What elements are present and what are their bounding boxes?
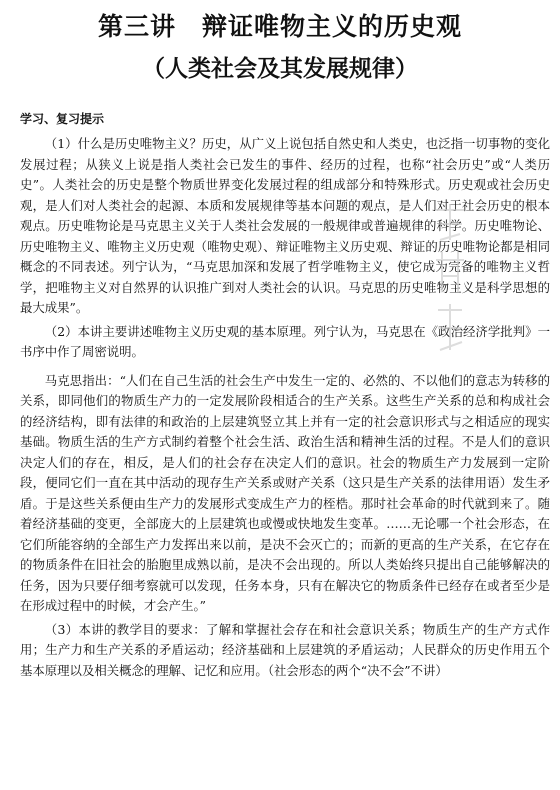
body-text bbox=[20, 134, 550, 684]
page-title bbox=[0, 10, 560, 44]
paragraph-2: （2）本讲主要讲述唯物主义历史观的基本原理。列宁认为，马克思在《政治经济学批判》一书序中作了周密说明。 bbox=[20, 323, 550, 359]
paragraph-4: （3）本讲的教学目的要求：了解和掌握社会存在和社会意识关系；物质生产的生产方式作用；生产力和生产关系的矛盾运动；经济基础和上层建筑的矛盾运动；人民群众的历史作用五个基本原理以及相关概念的理解、记忆和应用。（社会形态的两个“决不会”不讲） bbox=[20, 621, 550, 678]
paragraph-1: （1）什么是历史唯物主义？历史，从广义上说包括自然史和人类史，也泛指一切事物的变化发展过程；从狭义上说是指人类社会已发生的事件、经历的过程，也称“社会历史”或“人类历史”。人类社会的历史是整个物质世界变化发展过程的组成部分和特殊形式。历史观或社会历史观，是人们对人类社会的起源、本质和发展规律等基本问题的观点，是人们对于社会历史的根本观点。历史唯物论是马克思主义关于人类社会发展的一般规律或普遍规律的科学。历史唯物论、历史唯物主义、唯物主义历史观（唯物史观）、辩证唯物主义历史观、辩证的历史唯物论都是相同概念的不同表述。列宁认为，“马克思加深和发展了哲学唯物主义，使它成为完备的唯物主义哲学，把唯物主义对自然界的认识推广到对人类社会的认识。马克思的历史唯物主义是科学思想的最大成果”。 bbox=[20, 136, 550, 315]
page-subtitle: （人类社会及其发展规律） bbox=[142, 55, 418, 82]
lecture-topic: 辩证唯物主义的历史观 bbox=[202, 12, 463, 41]
lecture-number: 第三讲 bbox=[97, 12, 176, 41]
section-heading: 学习、复习提示 bbox=[20, 112, 105, 126]
paragraph-3-quote: 马克思指出：“人们在自己生活的社会生产中发生一定的、必然的、不以他们的意志为转移的关系，即同他们的物质生产力的一定发展阶段相适合的生产关系。这些生产关系的总和构成社会的经济结构，即有法律的和政治的上层建筑竖立其上并有一定的社会意识形式与之相适应的现实基础。物质生活的生产方式制约着整个社会生活、政治生活和精神生活的过程。不是人们的意识决定人们的存在，相反，是人们的社会存在决定人们的意识。社会的物质生产力发展到一定阶段，便同它们一直在其中活动的现存生产关系或财产关系（这只是生产关系的法律用语）发生矛盾。于是这些关系便由生产力的发展形式变成生产力的桎梏。那时社会革命的时代就到来了。随着经济基础的变更，全部庞大的上层建筑也或慢或快地发生变革。……无论哪一个社会形态，在它们所能容纳的全部生产力发挥出来以前，是决不会灭亡的；而新的更高的生产关系，在它存在的物质条件在旧社会的胎胞里成熟以前，是决不会出现的。所以人类始终只提出自己能够解决的任务，因为只要仔细考察就可以发现，任务本身，只有在解决它的物质条件已经存在或者至少是在形成过程中的时候，才会产生。” bbox=[20, 372, 550, 613]
